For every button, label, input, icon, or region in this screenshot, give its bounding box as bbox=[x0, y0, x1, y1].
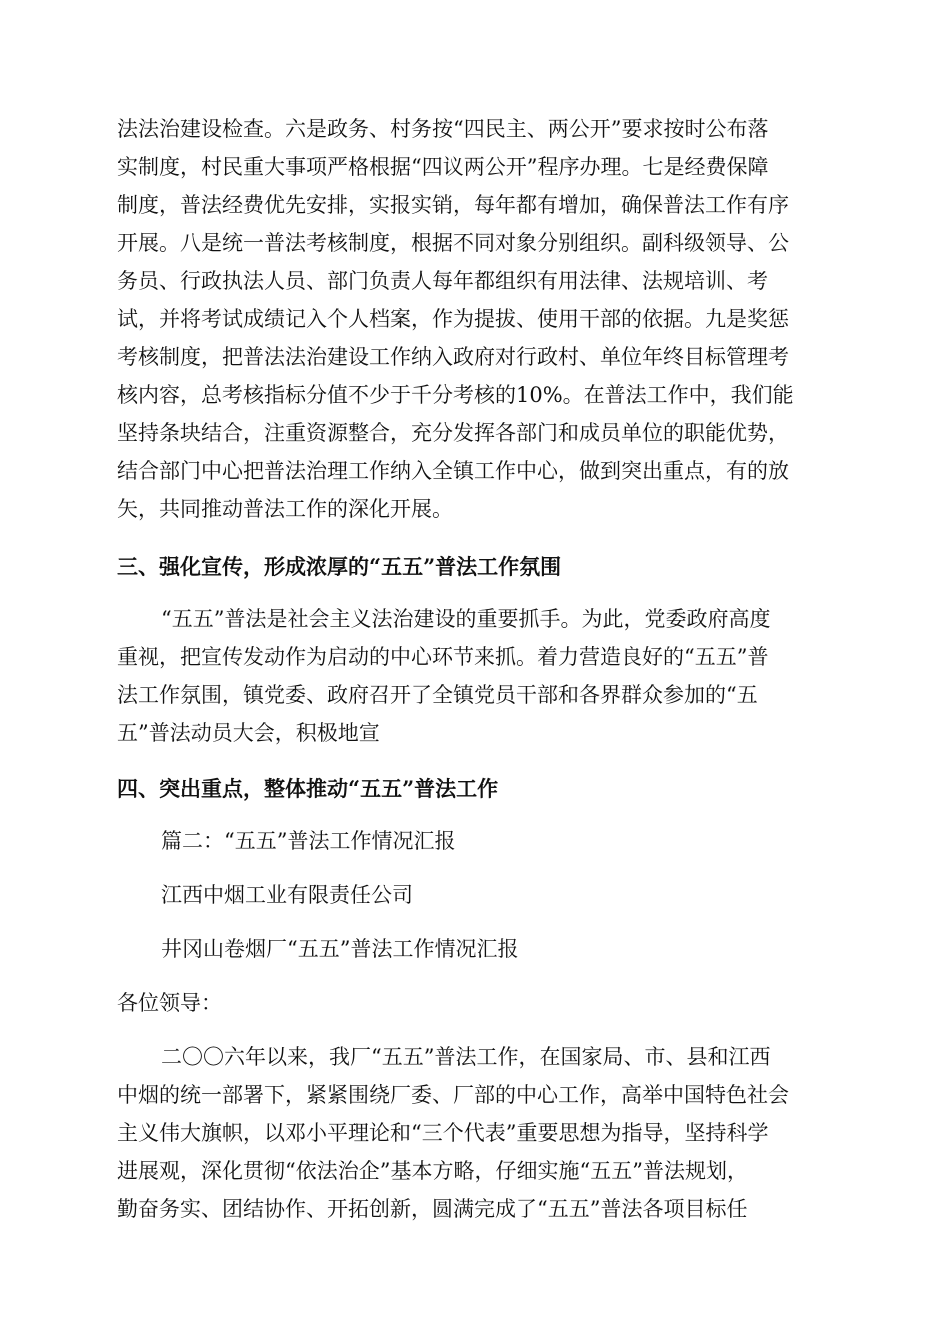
paragraph-line: 考核制度，把普法法治建设工作纳入政府对行政村、单位年终目标管理考 bbox=[117, 345, 789, 369]
paragraph-line: 法法治建设检查。六是政务、村务按“四民主、两公开”要求按时公布落 bbox=[117, 117, 769, 141]
paragraph-line: 结合部门中心把普法治理工作纳入全镇工作中心，做到突出重点，有的放 bbox=[117, 459, 789, 483]
salutation: 各位领导： bbox=[117, 991, 222, 1015]
salutation-block bbox=[117, 984, 837, 1022]
section-four bbox=[117, 770, 837, 808]
part-two-title: 篇二：“五五”普法工作情况汇报 bbox=[161, 829, 456, 853]
paragraph-line: 二〇〇六年以来，我厂“五五”普法工作，在国家局、市、县和江西 bbox=[161, 1045, 771, 1069]
paragraph-line: 核内容，总考核指标分值不少于千分考核的10%。在普法工作中，我们能 bbox=[117, 383, 794, 407]
paragraph-line: 进展观，深化贯彻“依法治企”基本方略，仔细实施“五五”普法规划， bbox=[117, 1159, 748, 1183]
paragraph-line: 开展。八是统一普法考核制度，根据不同对象分别组织。副科级领导、公 bbox=[117, 231, 789, 255]
report-title: 井冈山卷烟厂“五五”普法工作情况汇报 bbox=[161, 937, 519, 961]
paragraph-line: 五”普法动员大会，积极地宣 bbox=[117, 721, 380, 745]
section-three-body bbox=[117, 600, 837, 752]
section-heading-three: 三、强化宣传，形成浓厚的“五五”普法工作氛围 bbox=[117, 554, 562, 579]
paragraph-line: 制度，普法经费优先安排，实报实销，每年都有增加，确保普法工作有序 bbox=[117, 193, 789, 217]
paragraph-line: 务员、行政执法人员、部门负责人每年都组织有用法律、法规培训、考 bbox=[117, 269, 768, 293]
part-two-title-block bbox=[117, 822, 837, 860]
section-two-tail bbox=[117, 110, 837, 528]
paragraph-line: 矢，共同推动普法工作的深化开展。 bbox=[117, 497, 453, 521]
report-body bbox=[117, 1038, 837, 1228]
paragraph-line: 重视，把宣传发动作为启动的中心环节来抓。着力营造良好的“五五”普 bbox=[117, 645, 769, 669]
report-title-block bbox=[117, 930, 837, 968]
paragraph-line: 中烟的统一部署下，紧紧围绕厂委、厂部的中心工作，高举中国特色社会 bbox=[117, 1083, 789, 1107]
paragraph-line: 法工作氛围，镇党委、政府召开了全镇党员干部和各界群众参加的“五 bbox=[117, 683, 758, 707]
paragraph-line: 主义伟大旗帜，以邓小平理论和“三个代表”重要思想为指导，坚持科学 bbox=[117, 1121, 769, 1145]
paragraph-line: 坚持条块结合，注重资源整合，充分发挥各部门和成员单位的职能优势， bbox=[117, 421, 789, 445]
org-name-block bbox=[117, 876, 837, 914]
org-name: 江西中烟工业有限责任公司 bbox=[161, 883, 413, 907]
section-heading-four: 四、突出重点，整体推动“五五”普法工作 bbox=[117, 776, 499, 801]
paragraph-line: 试，并将考试成绩记入个人档案，作为提拔、使用干部的依据。九是奖惩 bbox=[117, 307, 789, 331]
paragraph-line: 勤奋务实、团结协作、开拓创新，圆满完成了“五五”普法各项目标任 bbox=[117, 1197, 748, 1221]
paragraph-line: “五五”普法是社会主义法治建设的重要抓手。为此，党委政府高度 bbox=[161, 607, 771, 631]
paragraph-line: 实制度，村民重大事项严格根据“四议两公开”程序办理。七是经费保障 bbox=[117, 155, 769, 179]
section-three bbox=[117, 548, 837, 586]
